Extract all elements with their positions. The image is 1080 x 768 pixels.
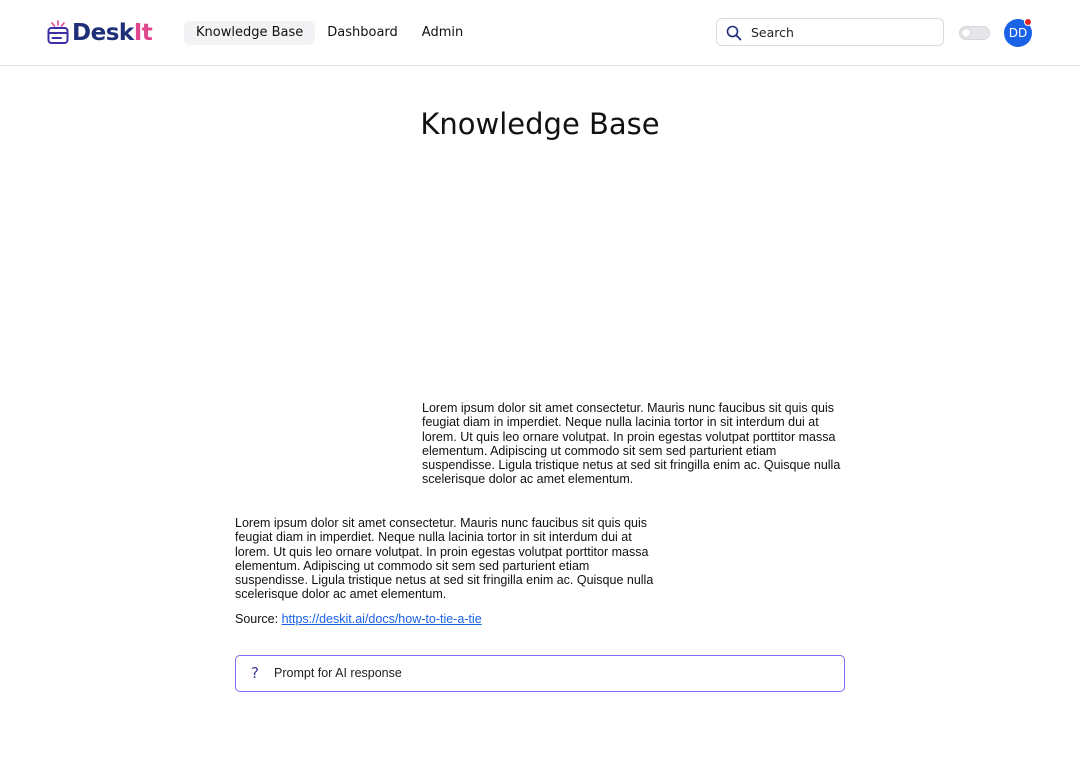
logo-wordmark: DeskIt [72,20,153,46]
question-icon: ? [251,664,259,682]
app-logo[interactable] [47,19,152,47]
user-avatar[interactable]: DD [1004,19,1032,47]
ai-prompt-input[interactable] [235,655,845,692]
page-title: Knowledge Base [420,107,660,141]
prompt-placeholder: Prompt for AI response [274,666,402,680]
theme-toggle[interactable] [959,26,990,40]
answer-paragraph: Lorem ipsum dolor sit amet consectetur. Mauris nunc faucibus sit quis quis feugiat diam in imperdiet. Neque nulla lacinia tortor in sit interdum dui at lorem. Ut quis leo ornare volutpat. In proin egestas volutpat porttitor massa elementum. Adipiscing ut commodo sit sem sed parturient etiam suspendisse. Ligula tristique netus at sed sit fringilla enim ac. Quisque nulla scelerisque dolor ac amet elementum. [422,401,841,487]
nav-item-knowledge-base[interactable]: Knowledge Base [184,21,315,45]
main-nav [184,21,475,45]
nav-item-dashboard[interactable]: Dashboard [327,25,398,40]
search-label: Search [751,25,794,40]
source-label: Source: [235,612,279,626]
source-link[interactable]: https://deskit.ai/docs/how-to-tie-a-tie [281,612,482,626]
nav-item-admin[interactable]: Admin [421,25,464,40]
search-input[interactable] [716,18,944,46]
notification-badge [1024,18,1032,26]
toggle-knob [962,29,970,37]
top-navigation-bar [0,0,1080,66]
source-line [235,611,482,627]
search-icon [726,25,742,41]
desk-logo-icon [47,20,69,46]
answer-paragraph-detail: Lorem ipsum dolor sit amet consectetur. Mauris nunc faucibus sit quis quis feugiat diam in imperdiet. Neque nulla lacinia tortor in sit interdum dui at lorem. Ut quis leo ornare volutpat. In proin egestas volutpat porttitor massa elementum. Adipiscing ut commodo sit sem sed parturient etiam suspendisse. Ligula tristique netus at sed sit fringilla enim ac. Quisque nulla scelerisque dolor ac amet elementum. [235,516,654,602]
